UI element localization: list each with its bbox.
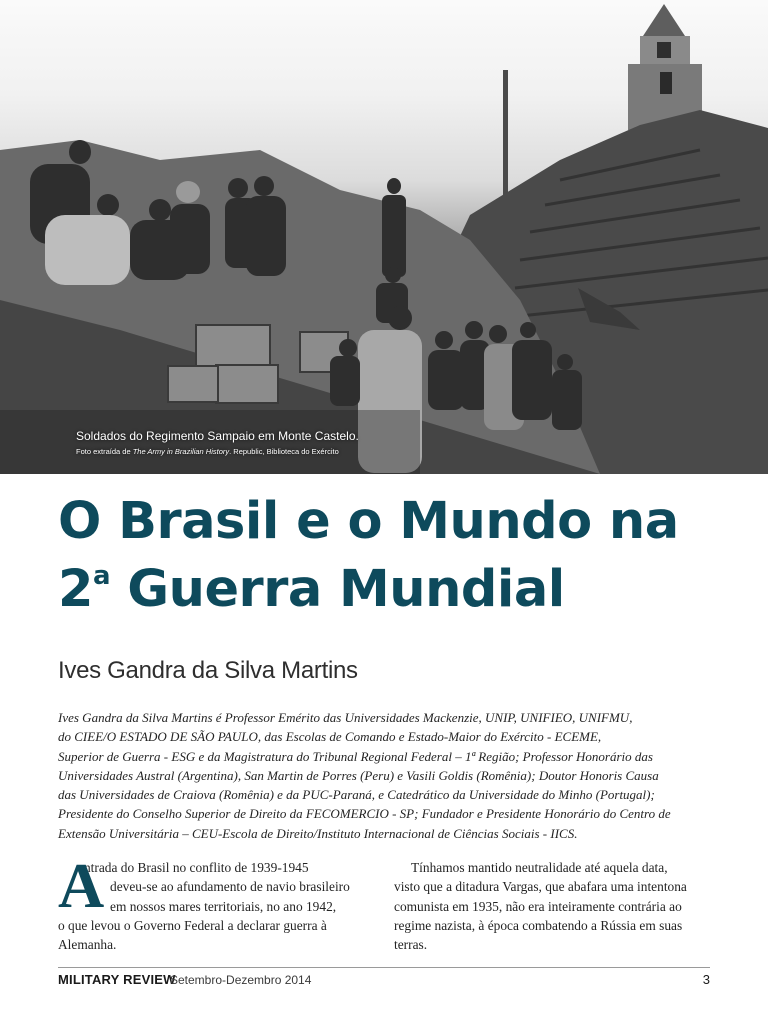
- body-line: Tínhamos mantido neutralidade até aquela data,: [411, 860, 668, 875]
- hero-photo: [0, 0, 768, 474]
- photo-credit: Foto extraída de The Army in Brazilian History. Republic, Biblioteca do Exército: [76, 447, 339, 456]
- bio-line: Presidente do Conselho Superior de Direito da FECOMERCIO - SP; Fundador e Presidente Honorário do Centro de: [58, 806, 671, 822]
- photo-caption: [76, 428, 359, 458]
- caption-text: Soldados do Regimento Sampaio em Monte Castelo.: [76, 429, 359, 443]
- title-line-2: 2$^a$ Guerra Mundial: [58, 560, 565, 619]
- bio-line: Universidades Austral (Argentina), San Martin de Porres (Peru) e Vasili Goldis (Romênia); Doutor Honoris Causa: [58, 767, 659, 783]
- article-title: [58, 488, 738, 624]
- body-line: terras.: [394, 937, 428, 953]
- body-line: deveu-se ao afundamento de navio brasileiro: [110, 879, 350, 895]
- body-line: entrada do Brasil no conflito de 1939-1945: [78, 860, 309, 875]
- journal-name: MILITARY REVIEW: [58, 972, 176, 987]
- bio-line: Ives Gandra da Silva Martins é Professor Emérito das Universidades Mackenzie, UNIP, UNIFIEO, UNIFMU,: [58, 710, 633, 725]
- bell-tower: [628, 4, 702, 130]
- page-number: 3: [702, 972, 710, 987]
- drop-cap: A: [58, 850, 105, 921]
- credit-book-title: The Army in Brazilian History: [132, 447, 230, 456]
- body-column-2: [394, 858, 714, 954]
- page-footer: [58, 972, 710, 990]
- issue-date: Setembro-Dezembro 2014: [170, 973, 312, 987]
- body-line: visto que a ditadura Vargas, que abafara uma intentona: [394, 879, 687, 895]
- footer-divider: [58, 967, 710, 968]
- body-line: em nossos mares territoriais, no ano 1942,: [110, 898, 337, 914]
- pole: [503, 70, 508, 210]
- photo-illustration: [0, 0, 768, 474]
- bio-line: das Universidades de Craiova (Romênia) e da PUC-Paraná, e Catedrático da Universidade do Minho (Portugal);: [58, 787, 655, 803]
- author-bio: [58, 708, 718, 843]
- body-line: comunista em 1935, não era inteiramente contrária ao: [394, 898, 682, 914]
- bio-line: do CIEE/O ESTADO DE SÃO PAULO, das Escolas de Comando e Estado-Maior do Exército - ECEME,: [58, 729, 602, 745]
- body-line: o que levou o Governo Federal a declarar guerra à: [58, 917, 327, 933]
- author-name: Ives Gandra da Silva Martins: [58, 657, 358, 684]
- body-column-1: [58, 850, 378, 954]
- title-line-1: O Brasil e o Mundo na: [58, 492, 679, 551]
- bio-line: Extensão Universitária – CEU-Escola de Direito/Instituto Internacional de Ciências Sociais - IICS.: [58, 825, 578, 841]
- bio-line: Superior de Guerra - ESG e da Magistratura do Tribunal Regional Federal – 1ª Região; Professor Honorário das: [58, 748, 653, 764]
- body-line: regime nazista, à época combatendo a Rússia em suas: [394, 917, 683, 933]
- body-line: Alemanha.: [58, 937, 117, 953]
